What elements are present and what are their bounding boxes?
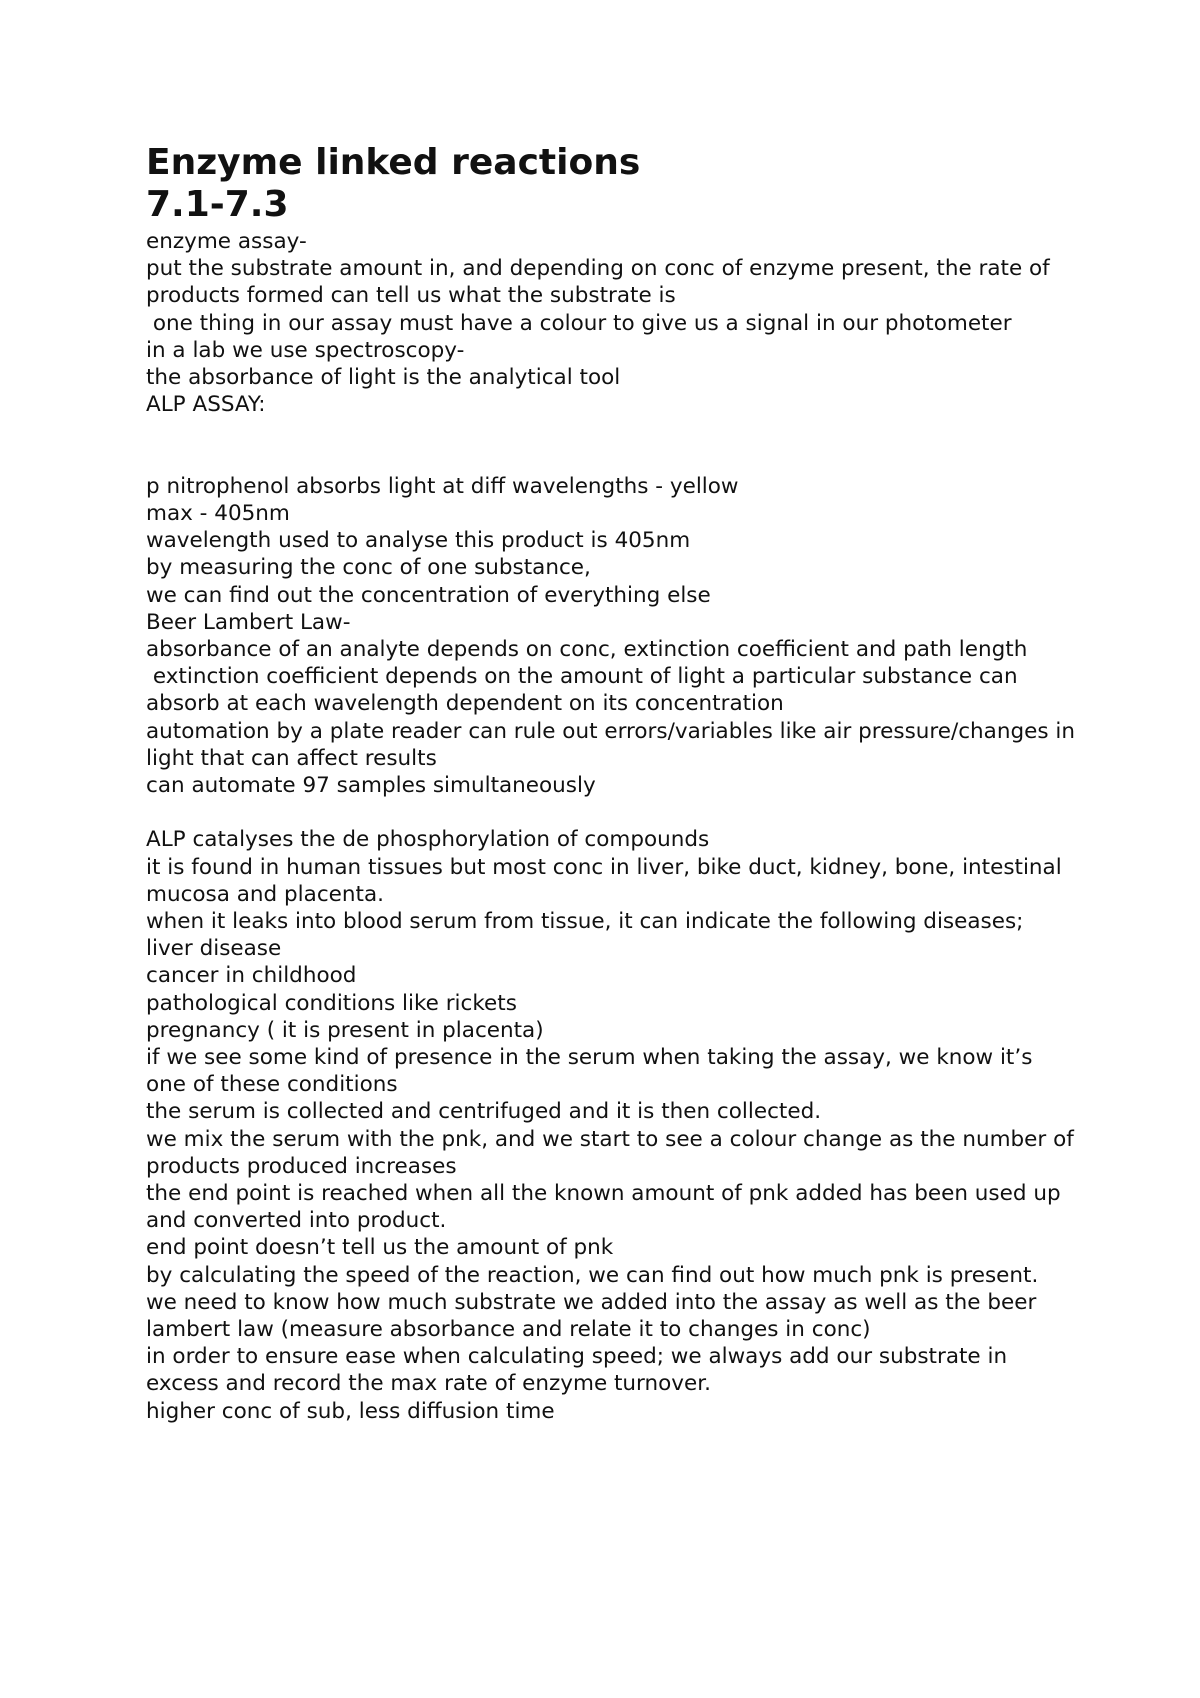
body-line: if we see some kind of presence in the serum when taking the assay, we know it’s one of these conditions bbox=[146, 1045, 1040, 1098]
document-body bbox=[146, 228, 1082, 1425]
body-line: max - 405nm bbox=[146, 501, 290, 526]
body-line: can automate 97 samples simultaneously bbox=[146, 773, 596, 799]
body-line: p nitrophenol absorbs light at diff wavelengths - yellow bbox=[146, 473, 739, 499]
body-line: we mix the serum with the pnk, and we start to see a colour change as the number of products produced increases bbox=[146, 1126, 1081, 1179]
body-line: automation by a plate reader can rule out errors/variables like air pressure/changes in light that can affect results bbox=[146, 718, 1082, 771]
body-line: extinction coefficient depends on the amount of light a particular substance can absorb at each wavelength dependent on its concentration bbox=[146, 664, 1025, 717]
body-line: when it leaks into blood serum from tissue, it can indicate the following diseases; bbox=[146, 909, 1024, 935]
document-subtitle: 7.1-7.3 bbox=[146, 184, 289, 225]
body-line: wavelength used to analyse this product is 405nm bbox=[146, 528, 691, 554]
body-line: Beer Lambert Law- bbox=[146, 609, 351, 635]
body-line: one thing in our assay must have a colour to give us a signal in our photometer bbox=[146, 310, 1012, 336]
body-line: by calculating the speed of the reaction, we can find out how much pnk is present. bbox=[146, 1262, 1039, 1288]
body-line bbox=[146, 799, 1076, 826]
body-line: ALP catalyses the de phosphorylation of compounds bbox=[146, 827, 710, 853]
document-title: Enzyme linked reactions bbox=[146, 142, 641, 183]
body-line: we can find out the concentration of everything else bbox=[146, 582, 711, 608]
body-line bbox=[146, 418, 1076, 445]
body-line: it is found in human tissues but most conc in liver, bike duct, kidney, bone, intestinal mucosa and placenta. bbox=[146, 854, 1069, 907]
body-line: liver disease bbox=[146, 936, 282, 962]
body-line: the absorbance of light is the analytical tool bbox=[146, 365, 621, 391]
body-line: absorbance of an analyte depends on conc, extinction coefficient and path length bbox=[146, 637, 1028, 663]
body-line: in order to ensure ease when calculating speed; we always add our substrate in excess and record the max rate of enzyme turnover. bbox=[146, 1344, 1014, 1397]
body-line: the serum is collected and centrifuged and it is then collected. bbox=[146, 1099, 822, 1125]
body-line: we need to know how much substrate we added into the assay as well as the beer lambert law (measure absorbance and relate it to changes in conc) bbox=[146, 1289, 1044, 1343]
body-line: by measuring the conc of one substance, bbox=[146, 555, 591, 581]
body-line: cancer in childhood bbox=[146, 963, 357, 989]
body-line: put the substrate amount in, and depending on conc of enzyme present, the rate of products formed can tell us what the substrate is bbox=[146, 256, 1057, 309]
body-line bbox=[146, 446, 1076, 473]
body-line: pregnancy ( it is present in placenta) bbox=[146, 1017, 544, 1043]
body-line: ALP ASSAY: bbox=[146, 392, 266, 418]
document-page bbox=[146, 142, 1082, 1425]
body-line: pathological conditions like rickets bbox=[146, 990, 517, 1016]
body-line: the end point is reached when all the known amount of pnk added has been used up and converted into product. bbox=[146, 1181, 1068, 1234]
body-line: end point doesn’t tell us the amount of pnk bbox=[146, 1235, 614, 1261]
body-line: higher conc of sub, less diffusion time bbox=[146, 1398, 555, 1424]
body-line: in a lab we use spectroscopy- bbox=[146, 337, 465, 363]
body-line: enzyme assay- bbox=[146, 229, 307, 254]
